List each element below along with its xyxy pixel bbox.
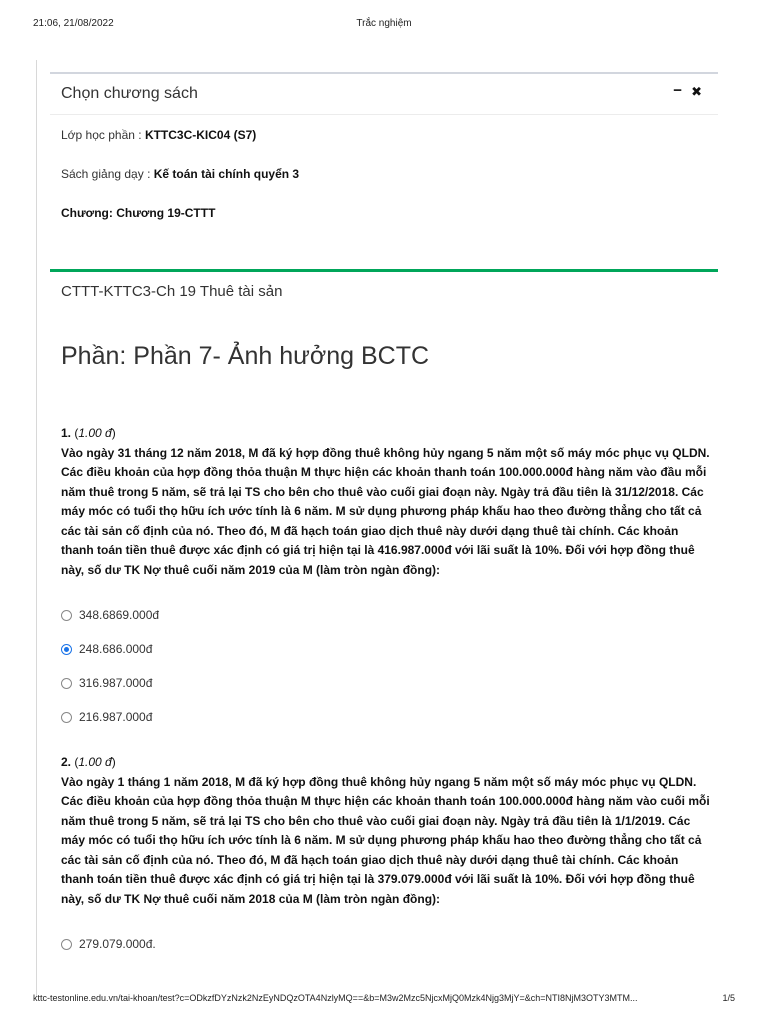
print-footer [33,993,735,1007]
close-icon[interactable]: ✖ [691,84,702,99]
question-1-header: 1. (1.00 đ) [61,426,116,440]
print-header [33,18,735,32]
class-value: KTTC3C-KIC04 (S7) [144,128,257,142]
section-title: Phần: Phần 7- Ảnh hưởng BCTC [61,342,430,370]
radio-button[interactable] [61,678,72,689]
radio-button[interactable] [61,939,72,950]
chapter-panel-title: Chọn chương sách [61,85,198,102]
chapter-panel [50,72,718,244]
question-1-number: 1. [61,426,72,440]
question-2 [61,753,711,909]
quiz-panel [50,269,718,1012]
class-info [61,128,256,142]
class-label: Lớp học phần : [61,128,145,142]
chapter-text: Chương: Chương 19-CTTT [61,206,216,220]
print-page-number: 1/5 [722,993,735,1003]
print-page-title: Trắc nghiệm [356,18,412,29]
question-1-points: 1.00 đ [78,426,112,440]
radio-button[interactable] [61,712,72,723]
radio-button-selected[interactable] [61,644,72,655]
question-1 [61,424,711,580]
option-label: 216.987.000đ [79,710,153,724]
print-url: kttc-testonline.edu.vn/tai-khoan/test?c=ODkzfDYzNzk2NzEyNDQzOTA4NzlyMQ==&b=M3w2Mzc5NjcxMjQ0Mzk4Njg3MjY=&ch=NTI8NjM3OTY3MTM... [33,993,638,1003]
left-margin-line [36,60,37,996]
question-2-points: 1.00 đ [78,755,112,769]
chapter-panel-header [50,74,718,115]
option-label: 348.6869.000đ [79,608,160,622]
question-2-header: 2. (1.00 đ) [61,755,116,769]
option-label: 316.987.000đ [79,676,153,690]
option-label: 279.079.000đ. [79,937,156,951]
book-info [61,167,299,181]
radio-button[interactable] [61,610,72,621]
question-1-text: Vào ngày 31 tháng 12 năm 2018, M đã ký hợp đồng thuê không hủy ngang 5 năm một số máy móc phục vụ QLDN. Các điều khoản của hợp đồng thỏa thuận M thực hiện các khoản thanh toán 100.000.000đ hàng năm vào đầu mỗi năm thuê trong 5 năm, sẽ trả lại TS cho bên cho thuê vào cuối giai đoạn này. Ngày trả đầu tiên là 31/12/2018. Các máy móc có tuổi thọ hữu ích ước tính là 6 năm. M sử dụng phương pháp khấu hao theo đường thẳng cho tất cả các tài sản cố định của nó. Theo đó, M đã hạch toán giao dịch thuê này dưới dạng thuê tài chính. Các khoản thanh toán tiền thuê được xác định có giá trị hiện tại là 416.987.000đ với lãi suất là 10%. Đối với hợp đồng thuê này, số dư TK Nợ thuê cuối năm 2019 của M (làm tròn ngàn đồng): [61,445,710,577]
book-label: Sách giảng dạy : [61,167,154,181]
chapter-info [61,206,215,220]
question-2-number: 2. [61,755,72,769]
book-value: Kế toán tài chính quyển 3 [153,167,300,181]
quiz-title: CTTT-KTTC3-Ch 19 Thuê tài sản [61,283,283,300]
minimize-icon[interactable]: − [673,82,682,99]
print-datetime: 21:06, 21/08/2022 [33,18,114,29]
question-2-text: Vào ngày 1 tháng 1 năm 2018, M đã ký hợp đồng thuê không hủy ngang 5 năm một số máy móc phục vụ QLDN. Các điều khoản của hợp đồng thỏa thuận M thực hiện các khoản thanh toán 100.000.000đ hàng năm vào cuối mỗi năm thuê trong 5 năm, sẽ trả lại TS cho bên cho thuê vào cuối giai đoạn này. Ngày trả đầu tiên là 1/1/2019. Các máy móc có tuổi thọ hữu ích ước tính là 6 năm. M sử dụng phương pháp khấu hao theo đường thẳng cho tất cả các tài sản cố định của nó. Theo đó, M đã hạch toán giao dịch thuê này dưới dạng thuê tài chính. Các khoản thanh toán tiền thuê được xác định có giá trị hiện tại là 379.079.000đ với lãi suất là 10%. Đối với hợp đồng thuê này, số dư TK Nợ thuê cuối năm 2018 của M (làm tròn ngàn đồng): [61,774,710,906]
option-label: 248.686.000đ [79,642,153,656]
